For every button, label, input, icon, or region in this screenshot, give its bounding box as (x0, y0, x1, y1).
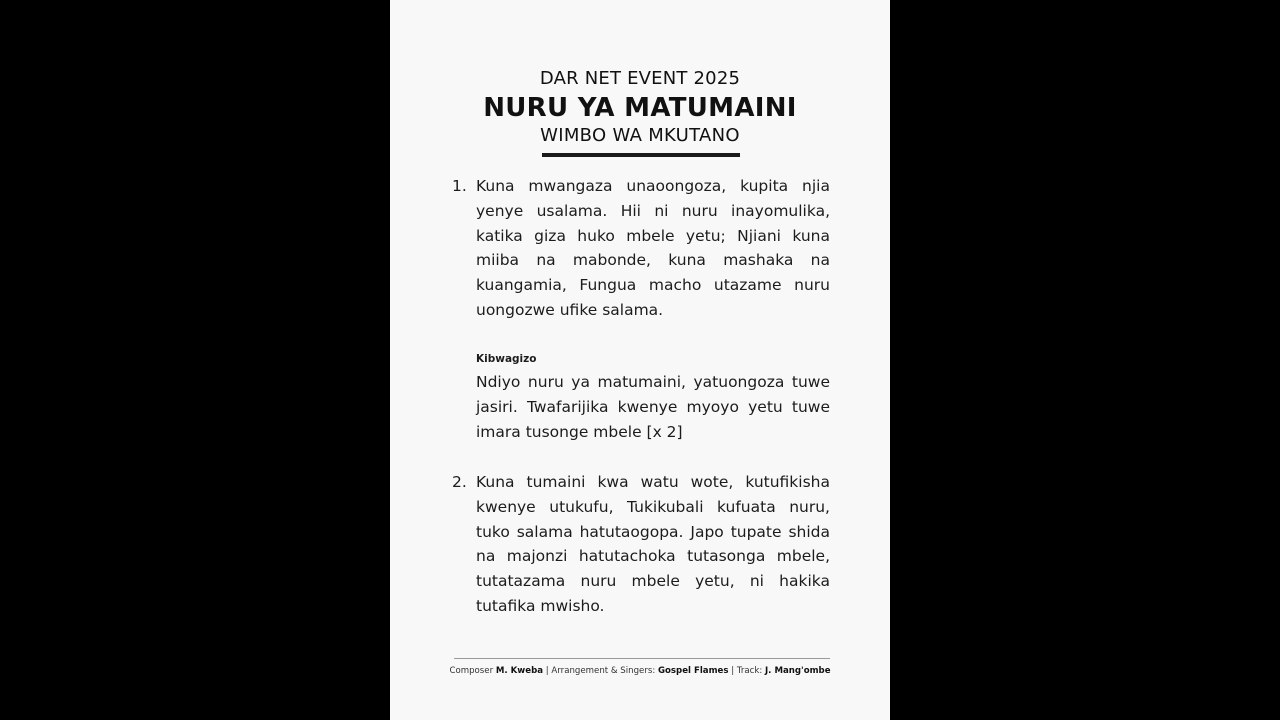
track-label: Track: (736, 666, 763, 676)
event-name: DAR NET EVENT 2025 (539, 68, 741, 89)
arrangement-label: Arrangement & Singers: (551, 666, 656, 676)
song-title: NURU YA MATUMAINI (483, 93, 797, 123)
credit-separator: | (545, 666, 549, 676)
header-divider (542, 153, 740, 157)
verse-2 (452, 470, 830, 619)
credit-separator: | (731, 666, 735, 676)
verse-number: 2. (452, 473, 467, 491)
chorus-text: Ndiyo nuru ya matumaini, yatuongoza tuwe jasiri. Twafarijika kwenye myoyo yetu tuwe imara tusonge mbele [x 2] (476, 373, 830, 441)
song-subtitle: WIMBO WA MKUTANO (540, 125, 740, 146)
composer-label: Composer (449, 666, 494, 676)
verse-number: 1. (452, 177, 467, 195)
composer-name: M. Kweba (495, 666, 544, 676)
sheet-header (390, 66, 890, 148)
verse-text: Kuna tumaini kwa watu wote, kutufikisha kwenye utukufu, Tukikubali kufuata nuru, tuko salama hatutaogopa. Japo tupate shida na majonzi hatutachoka tutasonga mbele, tutatazama nuru mbele yetu, ni hakika tutafika mwisho. (476, 473, 830, 615)
verse-1 (452, 174, 830, 323)
chorus (476, 350, 830, 444)
credits-footer (430, 664, 850, 678)
lyrics-sheet (390, 0, 890, 720)
chorus-label: Kibwagizo (476, 353, 537, 365)
verse-text: Kuna mwangaza unaoongoza, kupita njia yenye usalama. Hii ni nuru inayomulika, katika giza huko mbele yetu; Njiani kuna miiba na mabonde, kuna mashaka na kuangamia, Fungua macho utazame nuru uongozwe ufike salama. (476, 177, 830, 319)
arrangement-name: Gospel Flames (657, 666, 729, 676)
footer-divider (454, 658, 830, 659)
track-name: J. Mang'ombe (764, 666, 831, 676)
